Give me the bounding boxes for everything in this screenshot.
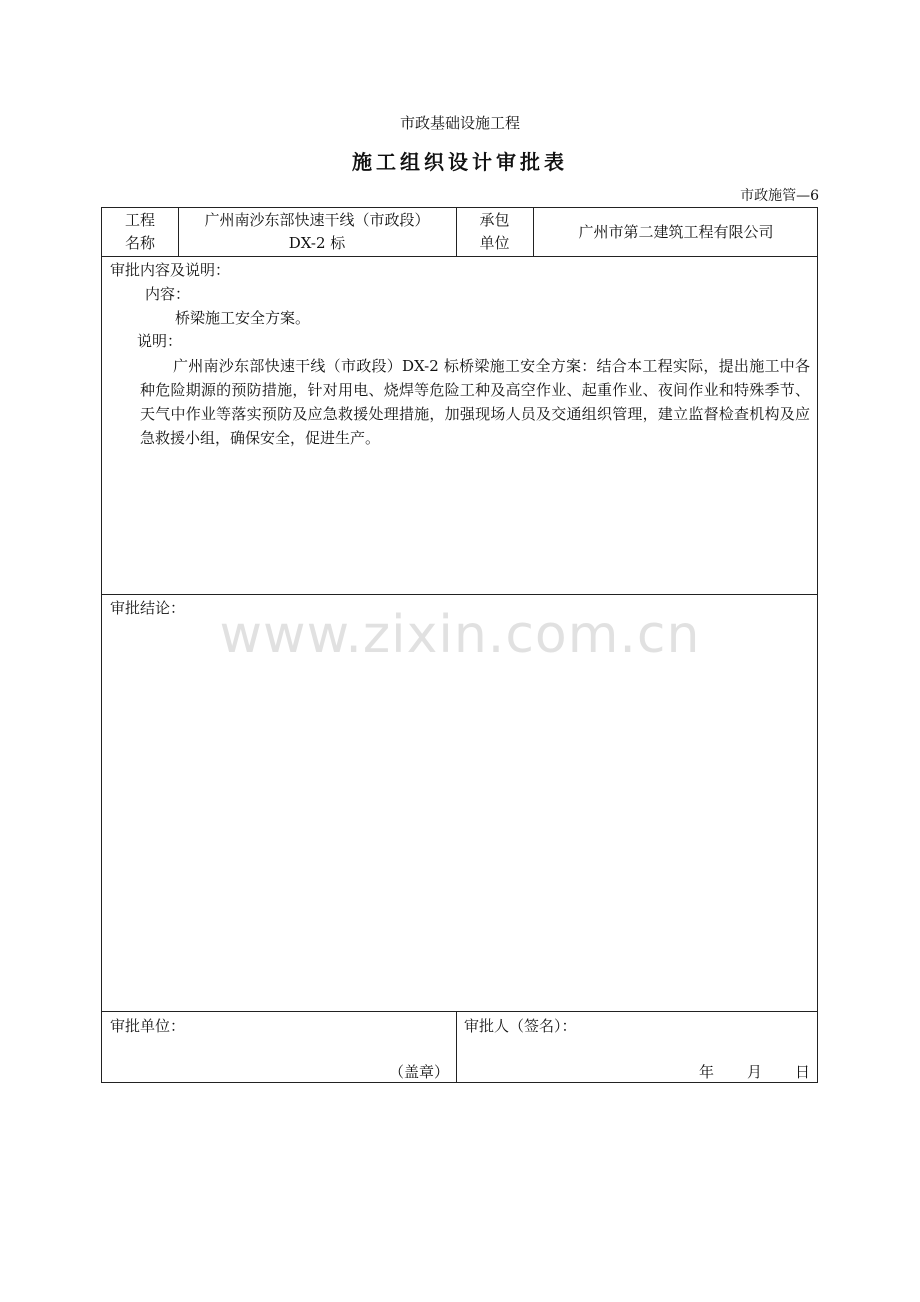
approval-content-heading: 审批内容及说明：: [110, 261, 231, 279]
conclusion-heading: 审批结论：: [110, 599, 186, 617]
date-month-label: 月: [747, 1063, 763, 1081]
approver-signature-label: 审批人（签名）：: [464, 1017, 577, 1035]
explanation-label: 说明：: [137, 332, 183, 350]
row-divider: [102, 1011, 817, 1012]
row-divider: [102, 256, 817, 257]
seal-label: （盖章）: [389, 1063, 450, 1081]
watermark: www.zixin.com.cn: [219, 605, 701, 665]
contractor-label: 承包 单位: [479, 211, 510, 252]
content-label: 内容：: [145, 285, 191, 303]
document-title: 施工组织设计审批表: [352, 150, 568, 174]
content-value: 桥梁施工安全方案。: [175, 309, 311, 327]
row-divider: [102, 594, 817, 595]
approval-unit-label: 审批单位：: [110, 1017, 186, 1035]
project-name-label: 工程 名称: [124, 211, 155, 252]
date-year-label: 年: [699, 1063, 715, 1081]
column-divider: [456, 1011, 457, 1083]
document-subtitle: 市政基础设施工程: [399, 114, 520, 132]
project-name-value: 广州南沙东部快速干线（市政段） DX-2 标: [204, 211, 430, 252]
explanation-text: 广州南沙东部快速干线（市政段）DX-2 标桥梁施工安全方案：结合本工程实际，提出施工中各种危险期源的预防措施，针对用电、烧焊等危险工种及高空作业、起重作业、夜间作业和特殊季节、天气中作业等落实预防及应急救援处理措施，加强现场人员及交通组织管理，建立监督检查机构及应急救援小组，确保安全，促进生产。: [140, 357, 810, 447]
form-code: 市政施管—6: [740, 188, 819, 204]
contractor-value: 广州市第二建筑工程有限公司: [578, 223, 774, 241]
date-day-label: 日: [795, 1063, 811, 1081]
